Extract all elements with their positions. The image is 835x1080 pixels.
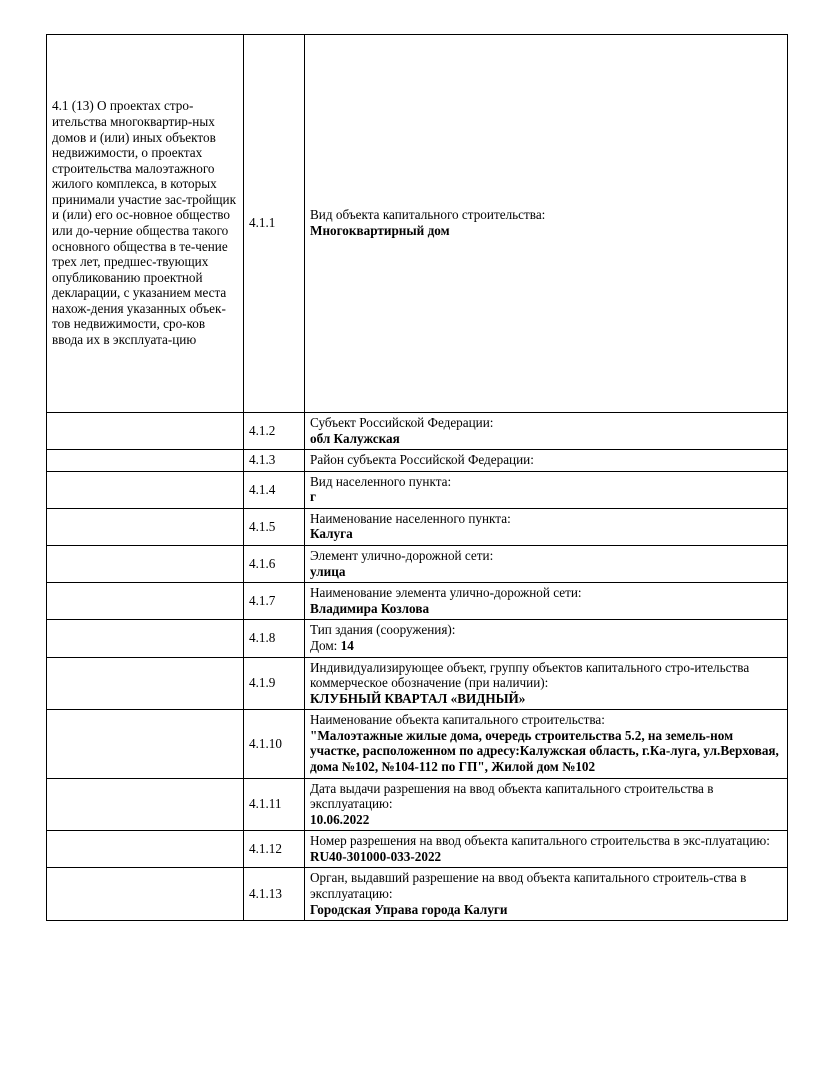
row-data-4-1-2: обл Калужская [310, 430, 400, 446]
row-data-4-1-7: Владимира Козлова [310, 600, 430, 616]
row-code-4-1-9: 4.1.9 [244, 657, 305, 710]
declaration-table [46, 34, 788, 921]
row-sublabel-text-4-1-8: Дом: [310, 637, 341, 653]
row-code-4-1-4: 4.1.4 [244, 471, 305, 508]
row-value-4-1-1 [305, 35, 788, 413]
empty-desc-cell [47, 450, 244, 472]
empty-desc-cell [47, 471, 244, 508]
row-code-4-1-1: 4.1.1 [244, 35, 305, 413]
section-description-text: 4.1 (13) О проектах стро-ительства многоквартир-ных домов и (или) иных объектов недвижимости, о проектах строительства малоэтажного жилого комплекса, в которых принимали участие зас-тройщик и (или) его ос-новное общество или до-черние общества такого основного общества в те-чение трех лет, предшес-твующих опубликованию проектной декларации, с указанием места нахож-дения указанных объек-тов недвижимости, сро-ков ввода их в эксплуата-цию [52, 98, 236, 348]
empty-desc-cell [47, 508, 244, 545]
row-label-4-1-12: Номер разрешения на ввод объекта капитального строительства в экс-плуатацию: [310, 833, 770, 849]
table-row [47, 413, 788, 450]
row-data-4-1-9: КЛУБНЫЙ КВАРТАЛ «ВИДНЫЙ» [310, 690, 526, 706]
section-description-cell [47, 35, 244, 413]
table-row [47, 471, 788, 508]
table-row [47, 831, 788, 868]
row-value-4-1-13 [305, 868, 788, 921]
row-label-4-1-10: Наименование объекта капитального строительства: [310, 712, 605, 728]
row-code-4-1-8: 4.1.8 [244, 620, 305, 657]
empty-desc-cell [47, 831, 244, 868]
table-row [47, 868, 788, 921]
row-data-4-1-8: 14 [340, 637, 354, 653]
table-row [47, 450, 788, 472]
empty-desc-cell [47, 546, 244, 583]
row-label-4-1-6: Элемент улично-дорожной сети: [310, 548, 494, 564]
row-code-4-1-11: 4.1.11 [244, 778, 305, 831]
row-value-4-1-3 [305, 450, 788, 472]
row-label-4-1-4: Вид населенного пункта: [310, 473, 452, 489]
row-data-4-1-10: "Малоэтажные жилые дома, очередь строительства 5.2, на земель-ном участке, расположенном по адресу:Калужская область, г.Ка-луга, ул.Верховая, дома №102, №104-112 по ГП", Жилой дом №102 [310, 727, 779, 774]
row-value-4-1-2 [305, 413, 788, 450]
row-value-4-1-12 [305, 831, 788, 868]
row-label-4-1-8: Тип здания (сооружения): [310, 622, 456, 638]
row-label-4-1-1: Вид объекта капитального строительства: [310, 207, 546, 223]
row-code-4-1-2: 4.1.2 [244, 413, 305, 450]
row-label-4-1-2: Субъект Российской Федерации: [310, 415, 494, 430]
row-code-4-1-5: 4.1.5 [244, 508, 305, 545]
row-code-4-1-12: 4.1.12 [244, 831, 305, 868]
table-row [47, 620, 788, 657]
row-data-4-1-12: RU40-301000-033-2022 [310, 848, 442, 864]
row-value-4-1-4 [305, 471, 788, 508]
table-row [47, 778, 788, 831]
table-row [47, 508, 788, 545]
row-label-4-1-7: Наименование элемента улично-дорожной сети: [310, 585, 582, 601]
empty-desc-cell [47, 413, 244, 450]
empty-desc-cell [47, 778, 244, 831]
row-value-4-1-11 [305, 778, 788, 831]
table-row [47, 35, 788, 413]
table-row [47, 583, 788, 620]
table-row [47, 657, 788, 710]
row-data-4-1-6: улица [310, 563, 346, 579]
row-value-4-1-6 [305, 546, 788, 583]
row-value-4-1-10 [305, 710, 788, 778]
row-code-4-1-7: 4.1.7 [244, 583, 305, 620]
row-data-4-1-4: г [310, 489, 316, 505]
row-data-4-1-1: Многоквартирный дом [310, 223, 450, 238]
table-row [47, 710, 788, 778]
empty-desc-cell [47, 620, 244, 657]
row-sublabel-4-1-8 [310, 638, 782, 654]
empty-desc-cell [47, 657, 244, 710]
empty-desc-cell [47, 868, 244, 921]
row-value-4-1-8 [305, 620, 788, 657]
row-value-4-1-9 [305, 657, 788, 710]
row-label-4-1-9: Индивидуализирующее объект, группу объектов капитального стро-ительства коммерческое обозначение (при наличии): [310, 659, 750, 691]
row-data-4-1-13: Городская Управа города Калуги [310, 901, 508, 917]
empty-desc-cell [47, 583, 244, 620]
row-value-4-1-7 [305, 583, 788, 620]
row-data-4-1-11: 10.06.2022 [310, 811, 370, 827]
row-label-4-1-5: Наименование населенного пункта: [310, 510, 511, 526]
table-row [47, 546, 788, 583]
row-code-4-1-3: 4.1.3 [244, 450, 305, 472]
row-label-4-1-11: Дата выдачи разрешения на ввод объекта капитального строительства в эксплуатацию: [310, 780, 714, 812]
row-code-4-1-6: 4.1.6 [244, 546, 305, 583]
empty-desc-cell [47, 710, 244, 778]
row-code-4-1-10: 4.1.10 [244, 710, 305, 778]
row-data-4-1-5: Калуга [310, 526, 353, 542]
row-label-4-1-3: Район субъекта Российской Федерации: [310, 452, 534, 468]
row-code-4-1-13: 4.1.13 [244, 868, 305, 921]
row-value-4-1-5 [305, 508, 788, 545]
row-label-4-1-13: Орган, выдавший разрешение на ввод объекта капитального строитель-ства в эксплуатацию: [310, 870, 747, 902]
